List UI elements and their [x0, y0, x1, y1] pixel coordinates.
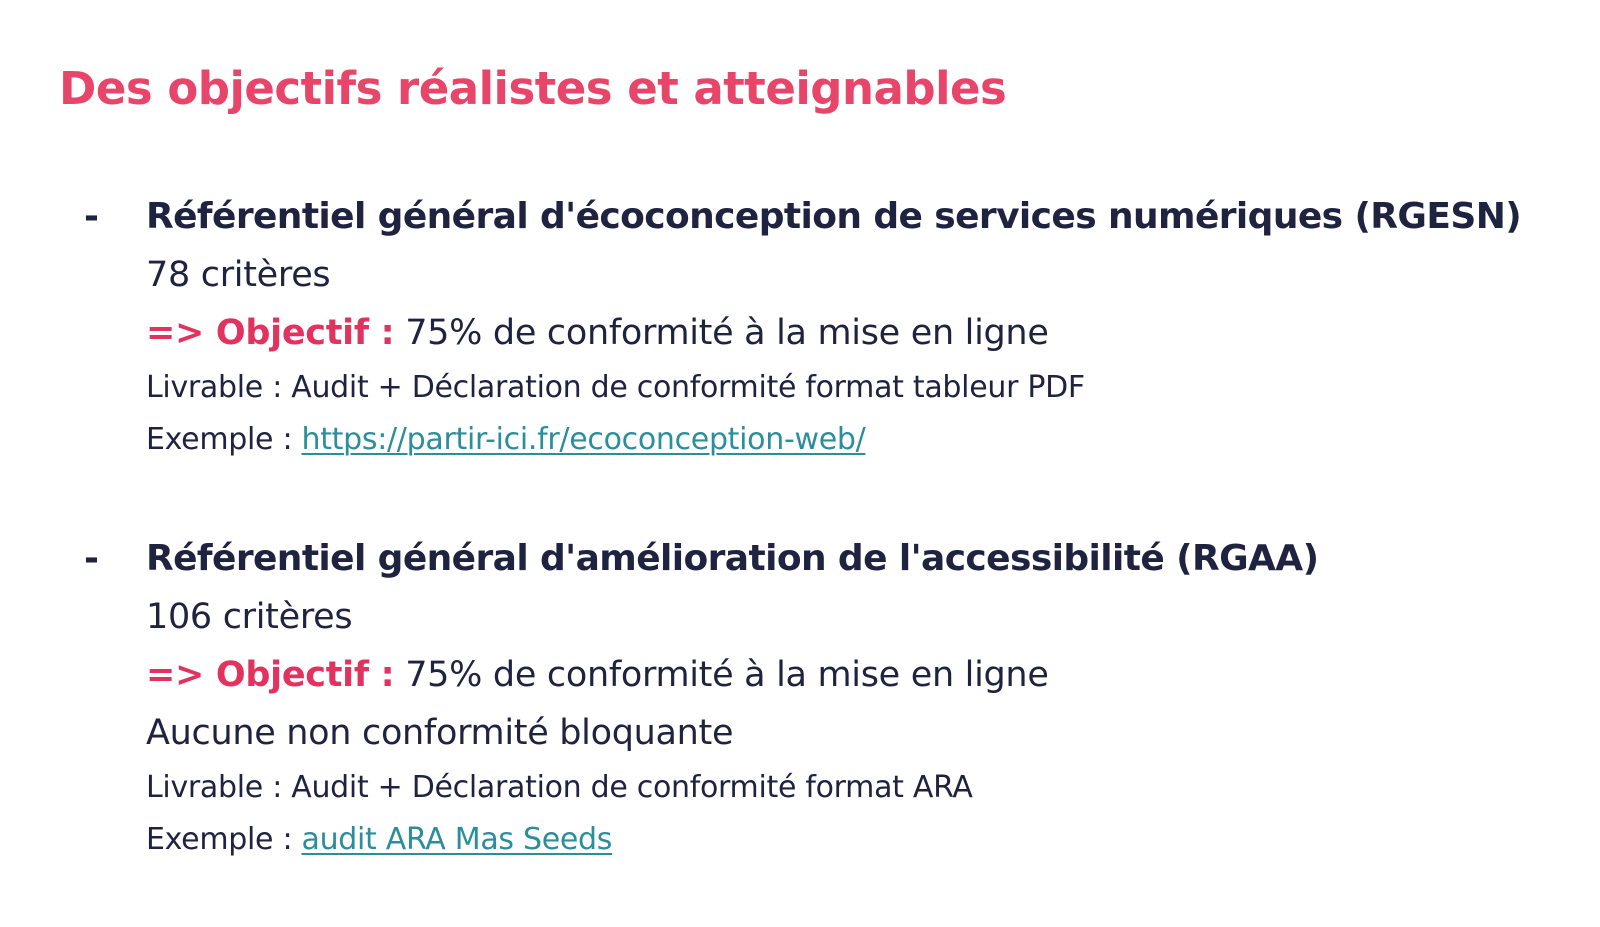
example-link[interactable]: https://partir-ici.fr/ecoconception-web/: [301, 422, 866, 457]
section-heading: Référentiel général d'écoconception de services numériques (RGESN): [146, 196, 1522, 237]
objective-label: => Objectif :: [146, 313, 395, 353]
bullet-dash: -: [84, 196, 99, 237]
example-line: [146, 814, 1584, 866]
section-heading-row: [84, 538, 1584, 588]
example-line: [146, 414, 1584, 466]
example-label: Exemple :: [146, 422, 302, 457]
example-label: Exemple :: [146, 822, 302, 857]
deliverable-line: Livrable : Audit + Déclaration de conformité format tableur PDF: [146, 370, 1085, 405]
blocking-note: Aucune non conformité bloquante: [146, 713, 734, 753]
slide-title: Des objectifs réalistes et atteignables: [59, 62, 1007, 115]
objective-text: 75% de conformité à la mise en ligne: [394, 655, 1049, 695]
example-link[interactable]: audit ARA Mas Seeds: [301, 822, 613, 857]
criteria-count: 106 critères: [146, 597, 353, 637]
objective-line: [146, 304, 1584, 362]
bullet-dash: -: [84, 538, 99, 579]
objective-text: 75% de conformité à la mise en ligne: [394, 313, 1049, 353]
objective-label: => Objectif :: [146, 655, 395, 695]
objective-line: [146, 646, 1584, 704]
section-rgaa: [84, 538, 1584, 866]
section-heading: Référentiel général d'amélioration de l'accessibilité (RGAA): [146, 538, 1319, 579]
section-heading-row: [84, 196, 1584, 246]
section-rgesn: [84, 196, 1584, 466]
criteria-count: 78 critères: [146, 255, 331, 295]
deliverable-line: Livrable : Audit + Déclaration de conformité format ARA: [146, 770, 973, 805]
